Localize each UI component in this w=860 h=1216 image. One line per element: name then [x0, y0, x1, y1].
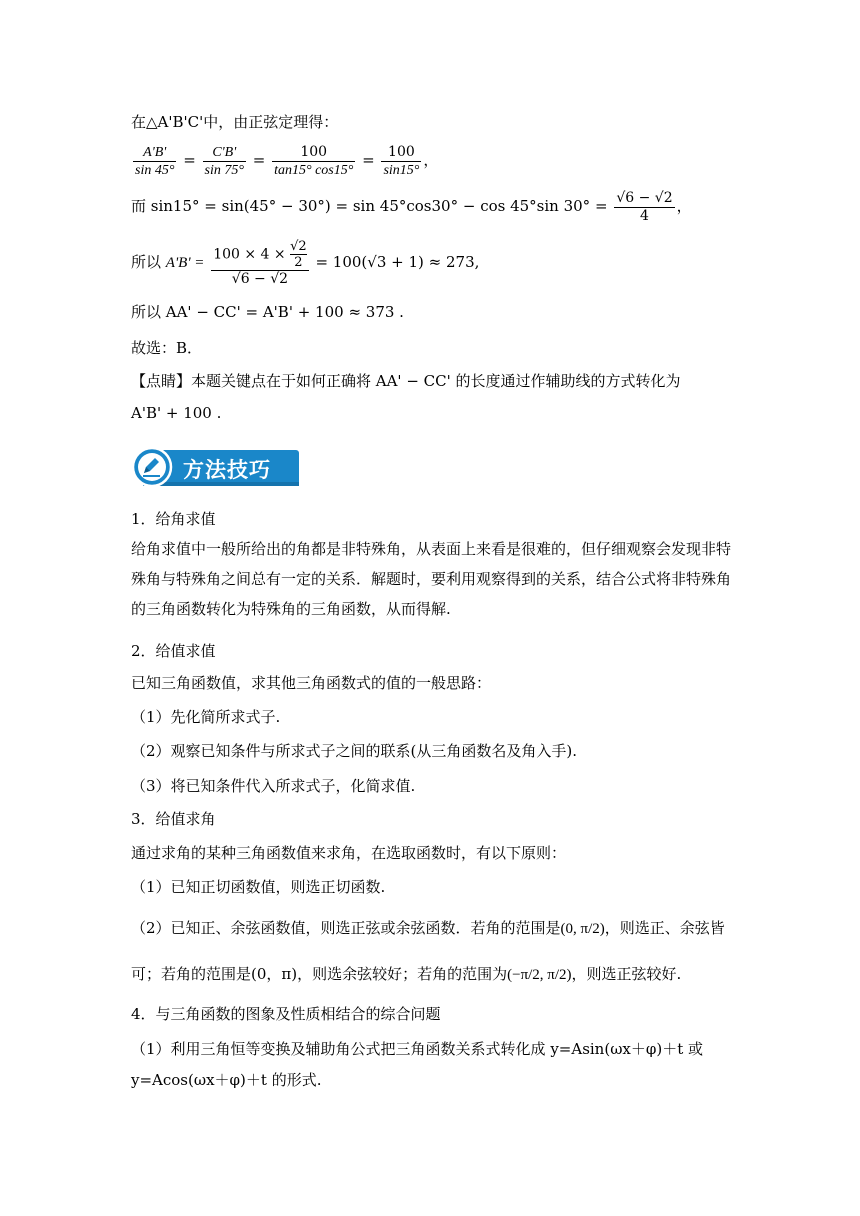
- heading-3: 3．给值求角: [131, 810, 216, 828]
- fraction: [203, 144, 246, 179]
- list-item: （1）先化简所求式子.: [131, 708, 281, 726]
- numerator: 100: [381, 144, 421, 162]
- numerator: C'B': [203, 144, 246, 162]
- comment-line: 【点睛】本题关键点在于如何正确将 AA' − CC' 的长度通过作辅助线的方式转化为: [131, 372, 681, 390]
- lhs: A'B' =: [165, 255, 205, 271]
- section-badge: [131, 446, 301, 488]
- equation-ab-length: [131, 236, 479, 289]
- fraction: [614, 190, 674, 225]
- fraction: [133, 144, 176, 179]
- numerator: √6 − √2: [616, 189, 673, 206]
- list-item: [131, 908, 725, 949]
- denominator: sin 75°: [204, 162, 244, 178]
- equation-ratio: $\frac{A'B'}{\sin 45^\circ}$ = $\frac{C'B'}{\sin 75^\circ}$ = $\frac{100}{\tan 15^\circ \cos 15^\circ}$ = $\frac{100}{\sin 15^\circ}$ ，: [135, 143, 439, 178]
- heading-2: 2．给值求值: [131, 642, 216, 660]
- interval: (−π/2, π/2): [507, 967, 572, 983]
- denominator: sin 45°: [135, 162, 175, 178]
- list-item: （1）已知正切函数值，则选正切函数.: [131, 878, 386, 896]
- text: 可；若角的范围是(0，π)，则选余弦较好；若角的范围为: [131, 965, 508, 983]
- list-item: （2）观察已知条件与所求式子之间的联系(从三角函数名及角入手).: [131, 742, 578, 760]
- solution-line-answer: 故选：B．: [131, 339, 203, 357]
- text: （2）已知正、余弦函数值，则选正弦或余弦函数．若角的范围是: [131, 919, 561, 937]
- comment-line-continued: A'B' + 100 .: [131, 404, 222, 422]
- list-item: （1）利用三角恒等变换及辅助角公式把三角函数关系式转化成 y=Asin(ωx＋φ)＋t 或: [131, 1040, 704, 1058]
- pencil-icon: [140, 455, 164, 479]
- rhs: = 100(√3 + 1) ≈ 273,: [315, 253, 480, 271]
- solution-line-result: 所以 AA' − CC' = A'B' + 100 ≈ 373 .: [131, 303, 404, 321]
- fraction: [381, 144, 421, 179]
- equation-sin15: [131, 186, 692, 226]
- nested-fraction: [290, 239, 307, 270]
- nested-denominator: 2: [294, 254, 303, 270]
- fraction: [272, 144, 355, 179]
- equation-prefix: 所以: [131, 253, 162, 271]
- numerator: A'B': [133, 144, 176, 162]
- heading-1: 1．给角求值: [131, 510, 216, 528]
- numerator: 100: [272, 144, 355, 162]
- heading-4: 4．与三角函数的图象及性质相结合的综合问题: [131, 1005, 441, 1023]
- denominator: √6 − √2: [231, 270, 289, 287]
- punctuation: ，: [423, 151, 439, 169]
- interval: (0, π/2): [560, 921, 605, 937]
- text: ，则选正弦较好.: [571, 965, 682, 983]
- denominator: 4: [640, 207, 649, 224]
- fraction: [211, 239, 308, 288]
- denominator: sin15°: [383, 162, 420, 178]
- list-item-continued: y=Acos(ωx＋φ)＋t 的形式.: [131, 1071, 322, 1089]
- equation-prefix: 而 sin15° = sin(45° − 30°) = sin 45°cos30° − cos 45°sin 30° =: [131, 197, 608, 215]
- paragraph-2: 已知三角函数值，求其他三角函数式的值的一般思路：: [131, 674, 492, 692]
- solution-line-law-of-sines: 在△A'B'C'中，由正弦定理得：: [131, 113, 339, 131]
- text: ，则选正、余弦皆: [604, 919, 725, 937]
- paragraph-1: 给角求值中一般所给出的角都是非特殊角，从表面上来看是很难的，但仔细观察会发现非特殊角与特殊角之间总有一定的关系．解题时，要利用观察得到的关系，结合公式将非特殊角的三角函数转化为特殊角的三角函数，从而得解.: [131, 540, 732, 618]
- list-item: （3）将已知条件代入所求式子，化简求值.: [131, 777, 416, 795]
- paragraph-3: 通过求角的某种三角函数值来求角，在选取函数时，有以下原则：: [131, 844, 567, 862]
- denominator: tan15° cos15°: [274, 162, 354, 178]
- numerator: [211, 239, 308, 271]
- numerator-main: 100 × 4 ×: [213, 246, 286, 262]
- nested-numerator: √2: [290, 238, 307, 254]
- punctuation: ，: [676, 197, 692, 215]
- badge-title: 方法技巧: [183, 458, 271, 482]
- list-item-continued: [131, 954, 681, 995]
